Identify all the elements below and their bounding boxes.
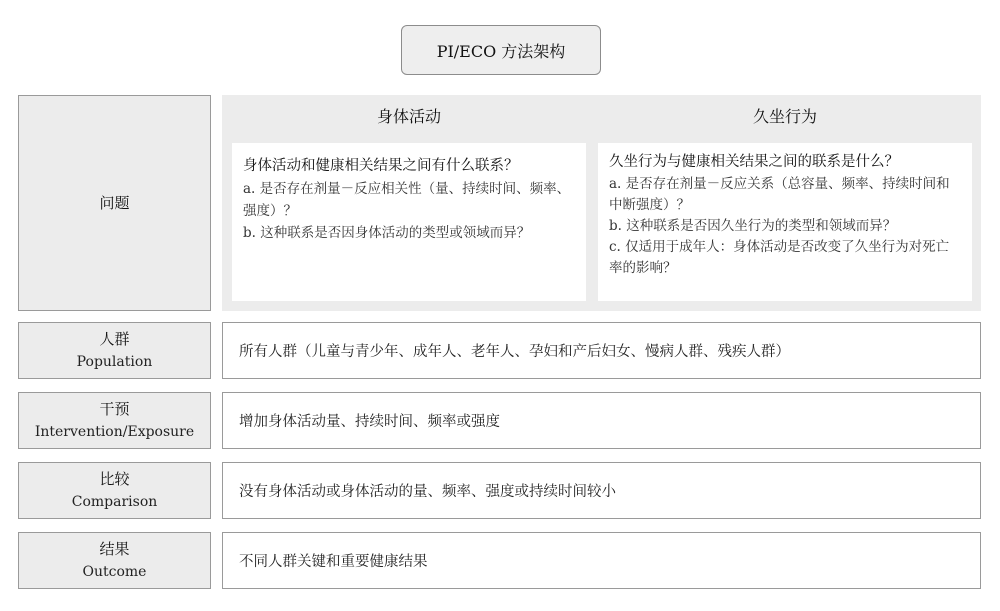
comparison-label-box: [18, 462, 211, 519]
physical-activity-item-a: a. 是否存在剂量－反应相关性（量、持续时间、频率、强度）？: [243, 181, 571, 219]
physical-activity-main-question: 身体活动和健康相关结果之间有什么联系？: [243, 158, 519, 174]
physical-activity-heading: 身体活动: [376, 107, 441, 126]
sedentary-behavior-main-question: 久坐行为与健康相关结果之间的联系是什么？: [609, 154, 899, 170]
question-label-box: [18, 95, 211, 311]
population-content: 所有人群（儿童与青少年、成年人、老年人、孕妇和产后妇女、慢病人群、残疾人群）: [222, 322, 981, 379]
intervention-label-en: Intervention/Exposure: [34, 424, 195, 440]
population-label-en: Population: [76, 354, 153, 370]
comparison-label-zh: 比较: [99, 470, 130, 488]
population-label-zh: 人群: [99, 330, 130, 348]
sedentary-behavior-item-b: b. 这种联系是否因久坐行为的类型和领域而异？: [609, 218, 897, 234]
intervention-label-zh: 干预: [99, 400, 130, 418]
physical-activity-item-b: b. 这种联系是否因身体活动的类型或领域而异？: [243, 225, 531, 241]
comparison-content: 没有身体活动或身体活动的量、频率、强度或持续时间较小: [222, 462, 981, 519]
sedentary-behavior-heading: 久坐行为: [752, 107, 817, 126]
outcome-label-box: [18, 532, 211, 589]
outcome-label-zh: 结果: [99, 540, 130, 558]
intervention-content: 增加身体活动量、持续时间、频率或强度: [222, 392, 981, 449]
diagram-title: PI/ECO 方法架构: [401, 25, 601, 75]
outcome-content: 不同人群关键和重要健康结果: [222, 532, 981, 589]
population-label-box: [18, 322, 211, 379]
sedentary-behavior-question-card: [598, 143, 972, 301]
outcome-label-en: Outcome: [82, 564, 147, 580]
sedentary-behavior-item-a: a. 是否存在剂量－反应关系（总容量、频率、持续时间和中断强度）？: [609, 176, 950, 213]
physical-activity-question-card: [232, 143, 586, 301]
comparison-label-en: Comparison: [71, 494, 158, 510]
intervention-label-box: [18, 392, 211, 449]
question-label: 问题: [99, 194, 130, 212]
sedentary-behavior-item-c: c. 仅适用于成年人：身体活动是否改变了久坐行为对死亡率的影响？: [609, 239, 950, 276]
